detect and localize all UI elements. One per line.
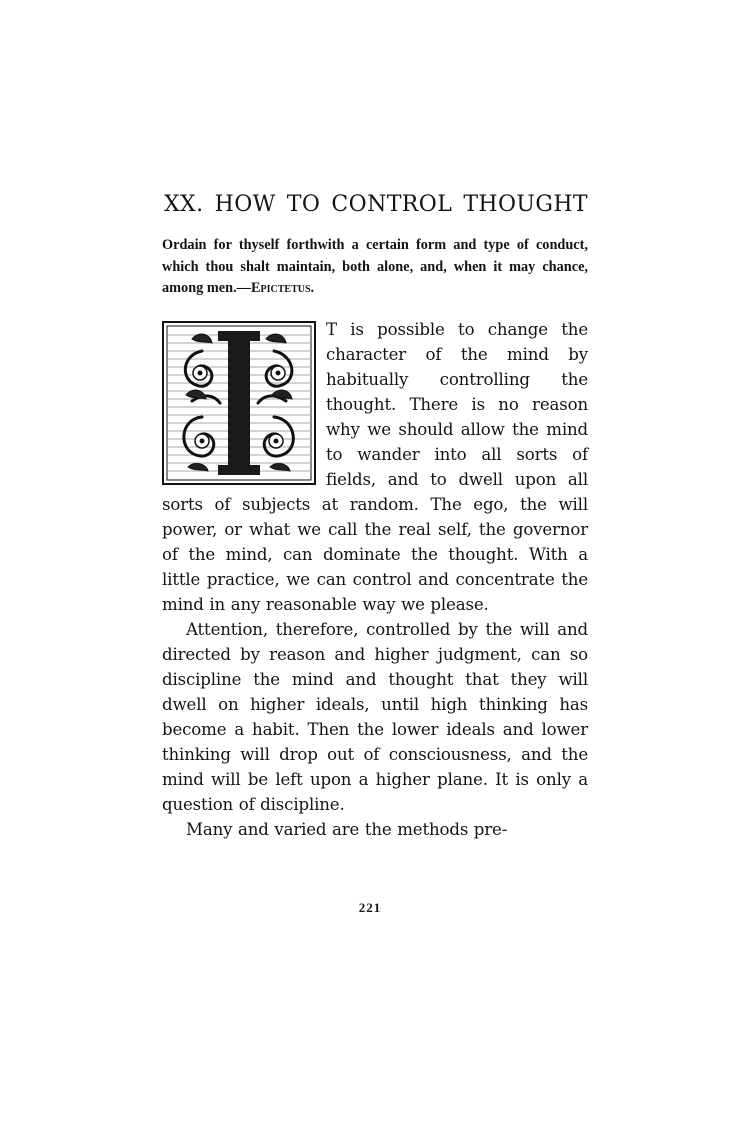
paragraph-1: T is possible to change the character of the mind by habitually controlling the thought. There is no reason why we should allow the mind to wander into all sorts of fields, and to dwell upon all sorts of subjects at random. The ego, the will power, or what we call the real self, the governor of the mind, can dominate the thought. With a little practice, we can control and concentrate the mind in any reasonable way we please. — [162, 320, 588, 614]
page-number: 221 — [358, 900, 382, 915]
paragraph-3: Many and varied are the methods pre- — [186, 820, 508, 839]
chapter-body — [162, 317, 588, 842]
epigraph-author: Epictetus. — [250, 280, 315, 296]
epigraph-text: Ordain for thyself forthwith a certain form and type of conduct, which thou shalt maintain, both alone, and, when it may chance, among men.— — [162, 237, 588, 296]
ornamental-drop-cap — [162, 321, 316, 485]
paragraph-2: Attention, therefore, controlled by the will and directed by reason and higher judgment, can so discipline the mind and thought that they will dwell on higher ideals, until high thinking has become a habit. Then the lower ideals and lower thinking will drop out of consciousness, and the mind will be left upon a higher plane. It is only a question of discipline. — [162, 620, 588, 814]
epigraph — [162, 235, 588, 300]
chapter-title: XX. HOW TO CONTROL THOUGHT — [164, 192, 588, 217]
